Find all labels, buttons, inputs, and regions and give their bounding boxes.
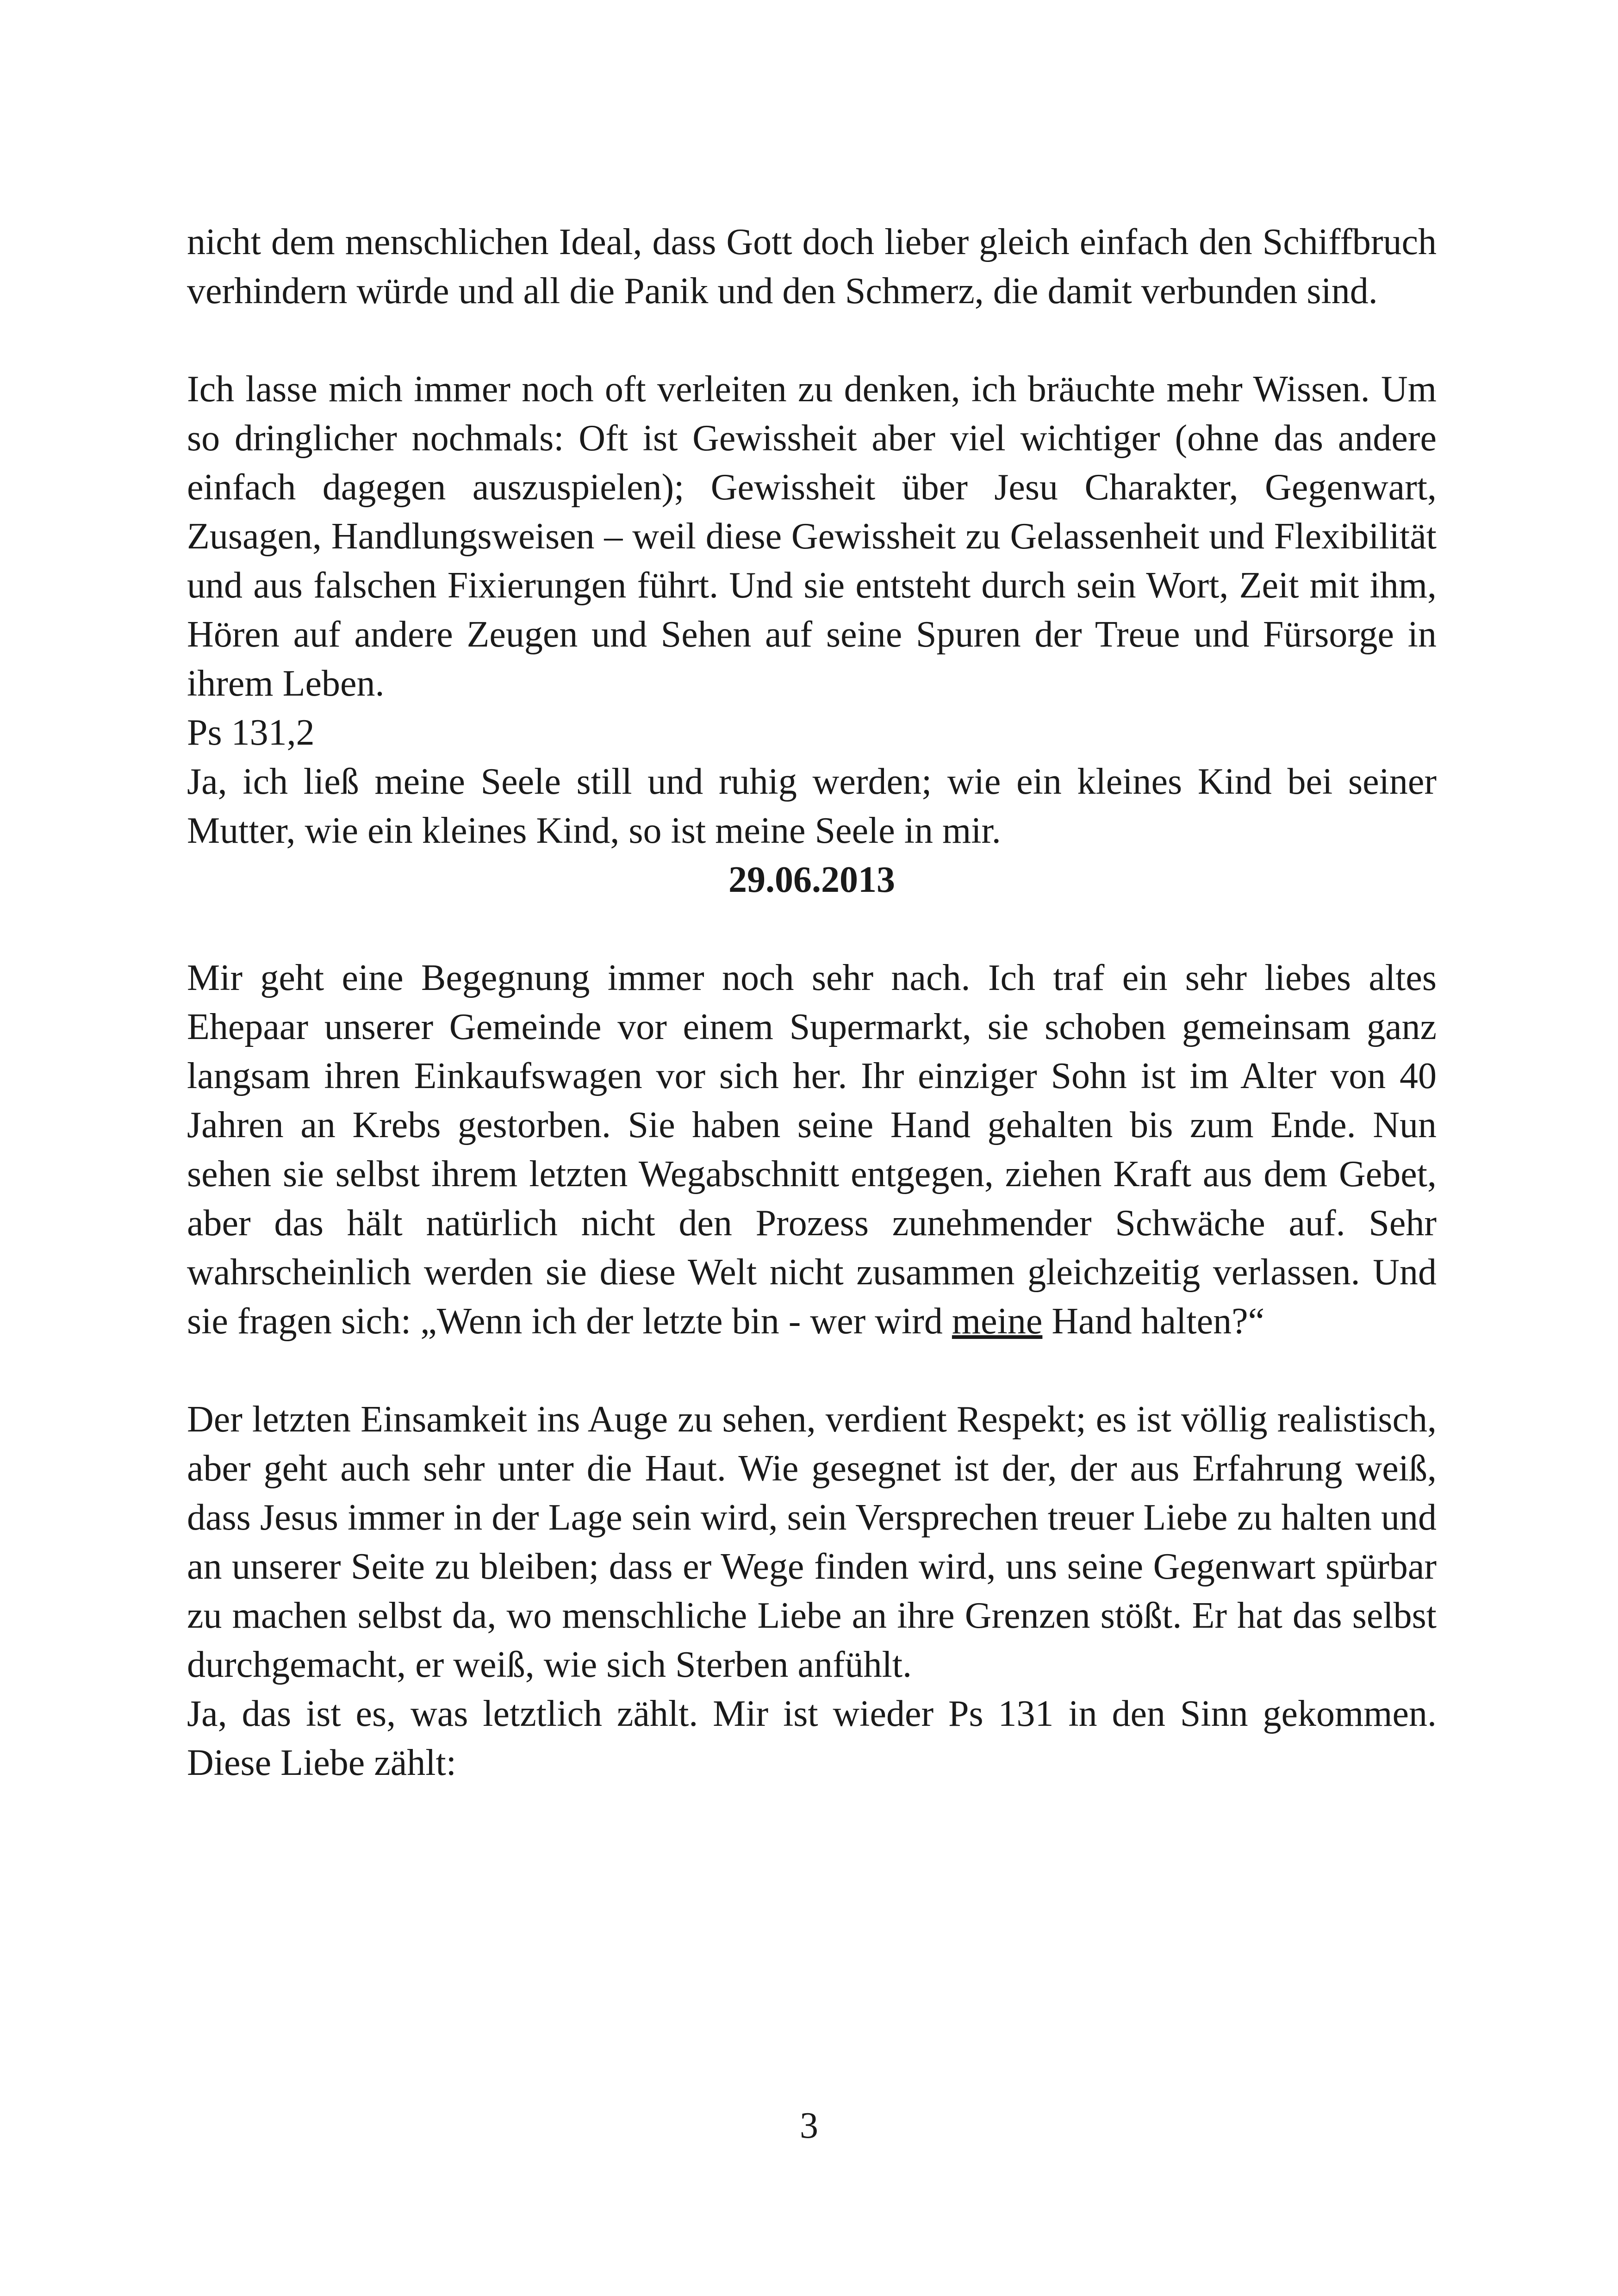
page-body <box>187 218 1437 1787</box>
paragraph-loneliness: Der letzten Einsamkeit ins Auge zu sehen, verdient Respekt; es ist völlig realistisch, aber geht auch sehr unter die Haut. Wie gesegnet ist der, der aus Erfahrung weiß, dass Jesus immer in der Lage sein wird, sein Versprechen treuer Liebe zu halten und an unserer Seite zu bleiben; dass er Wege finden wird, uns seine Gegenwart spürbar zu machen selbst da, wo menschliche Liebe an ihre Grenzen stößt. Er hat das selbst durchgemacht, er weiß, wie sich Sterben anfühlt. <box>187 1399 1437 1685</box>
paragraph-encounter-text: Mir geht eine Begegnung immer noch sehr nach. Ich traf ein sehr liebes altes Ehepaar unserer Gemeinde vor einem Supermarkt, sie schoben gemeinsam ganz langsam ihren Einkaufswagen vor sich her. Ihr einziger Sohn ist im Alter von 40 Jahren an Krebs gestorben. Sie haben seine Hand gehalten bis zum Ende. Nun sehen sie selbst ihrem letzten Wegabschnitt entgegen, ziehen Kraft aus dem Gebet, aber das hält natürlich nicht den Prozess zunehmender Schwäche auf. Sehr wahrscheinlich werden sie diese Welt nicht zusammen gleichzeitig verlassen. Und sie fragen sich: „Wenn ich der letzte bin - wer wird <box>187 958 1437 1342</box>
entry-date-heading: 29.06.2013 <box>728 859 895 900</box>
paragraph-shipwreck: nicht dem menschlichen Ideal, dass Gott doch lieber gleich einfach den Schiffbruch verhindern würde und all die Panik und den Schmerz, die damit verbunden sind. <box>187 222 1437 311</box>
paragraph-encounter-end: Hand halten?“ <box>1042 1301 1265 1342</box>
psalm-quote: Ja, ich ließ meine Seele still und ruhig werden; wie ein kleines Kind bei seiner Mutter, wie ein kleines Kind, so ist meine Seele in mir. <box>187 761 1437 851</box>
paragraph-certainty: Ich lasse mich immer noch oft verleiten zu denken, ich bräuchte mehr Wissen. Um so dringlicher nochmals: Oft ist Gewissheit aber viel wichtiger (ohne das andere einfach dagegen auszuspielen); Gewissheit über Jesu Charakter, Gegenwart, Zusagen, Handlungsweisen – weil diese Gewissheit zu Gelassenheit und Flexibilität und aus falschen Fixierungen führt. Und sie entsteht durch sein Wort, Zeit mit ihm, Hören auf andere Zeugen und Sehen auf seine Spuren der Treue und Fürsorge in ihrem Leben. <box>187 369 1437 704</box>
psalm-reference: Ps 131,2 <box>187 712 315 753</box>
paragraph-encounter <box>187 953 1437 1346</box>
paragraph-conclusion: Ja, das ist es, was letztlich zählt. Mir ist wieder Ps 131 in den Sinn gekommen. Diese Liebe zählt: <box>187 1693 1437 1783</box>
page-number: 3 <box>800 2105 818 2146</box>
emphasized-word: meine <box>952 1301 1043 1342</box>
